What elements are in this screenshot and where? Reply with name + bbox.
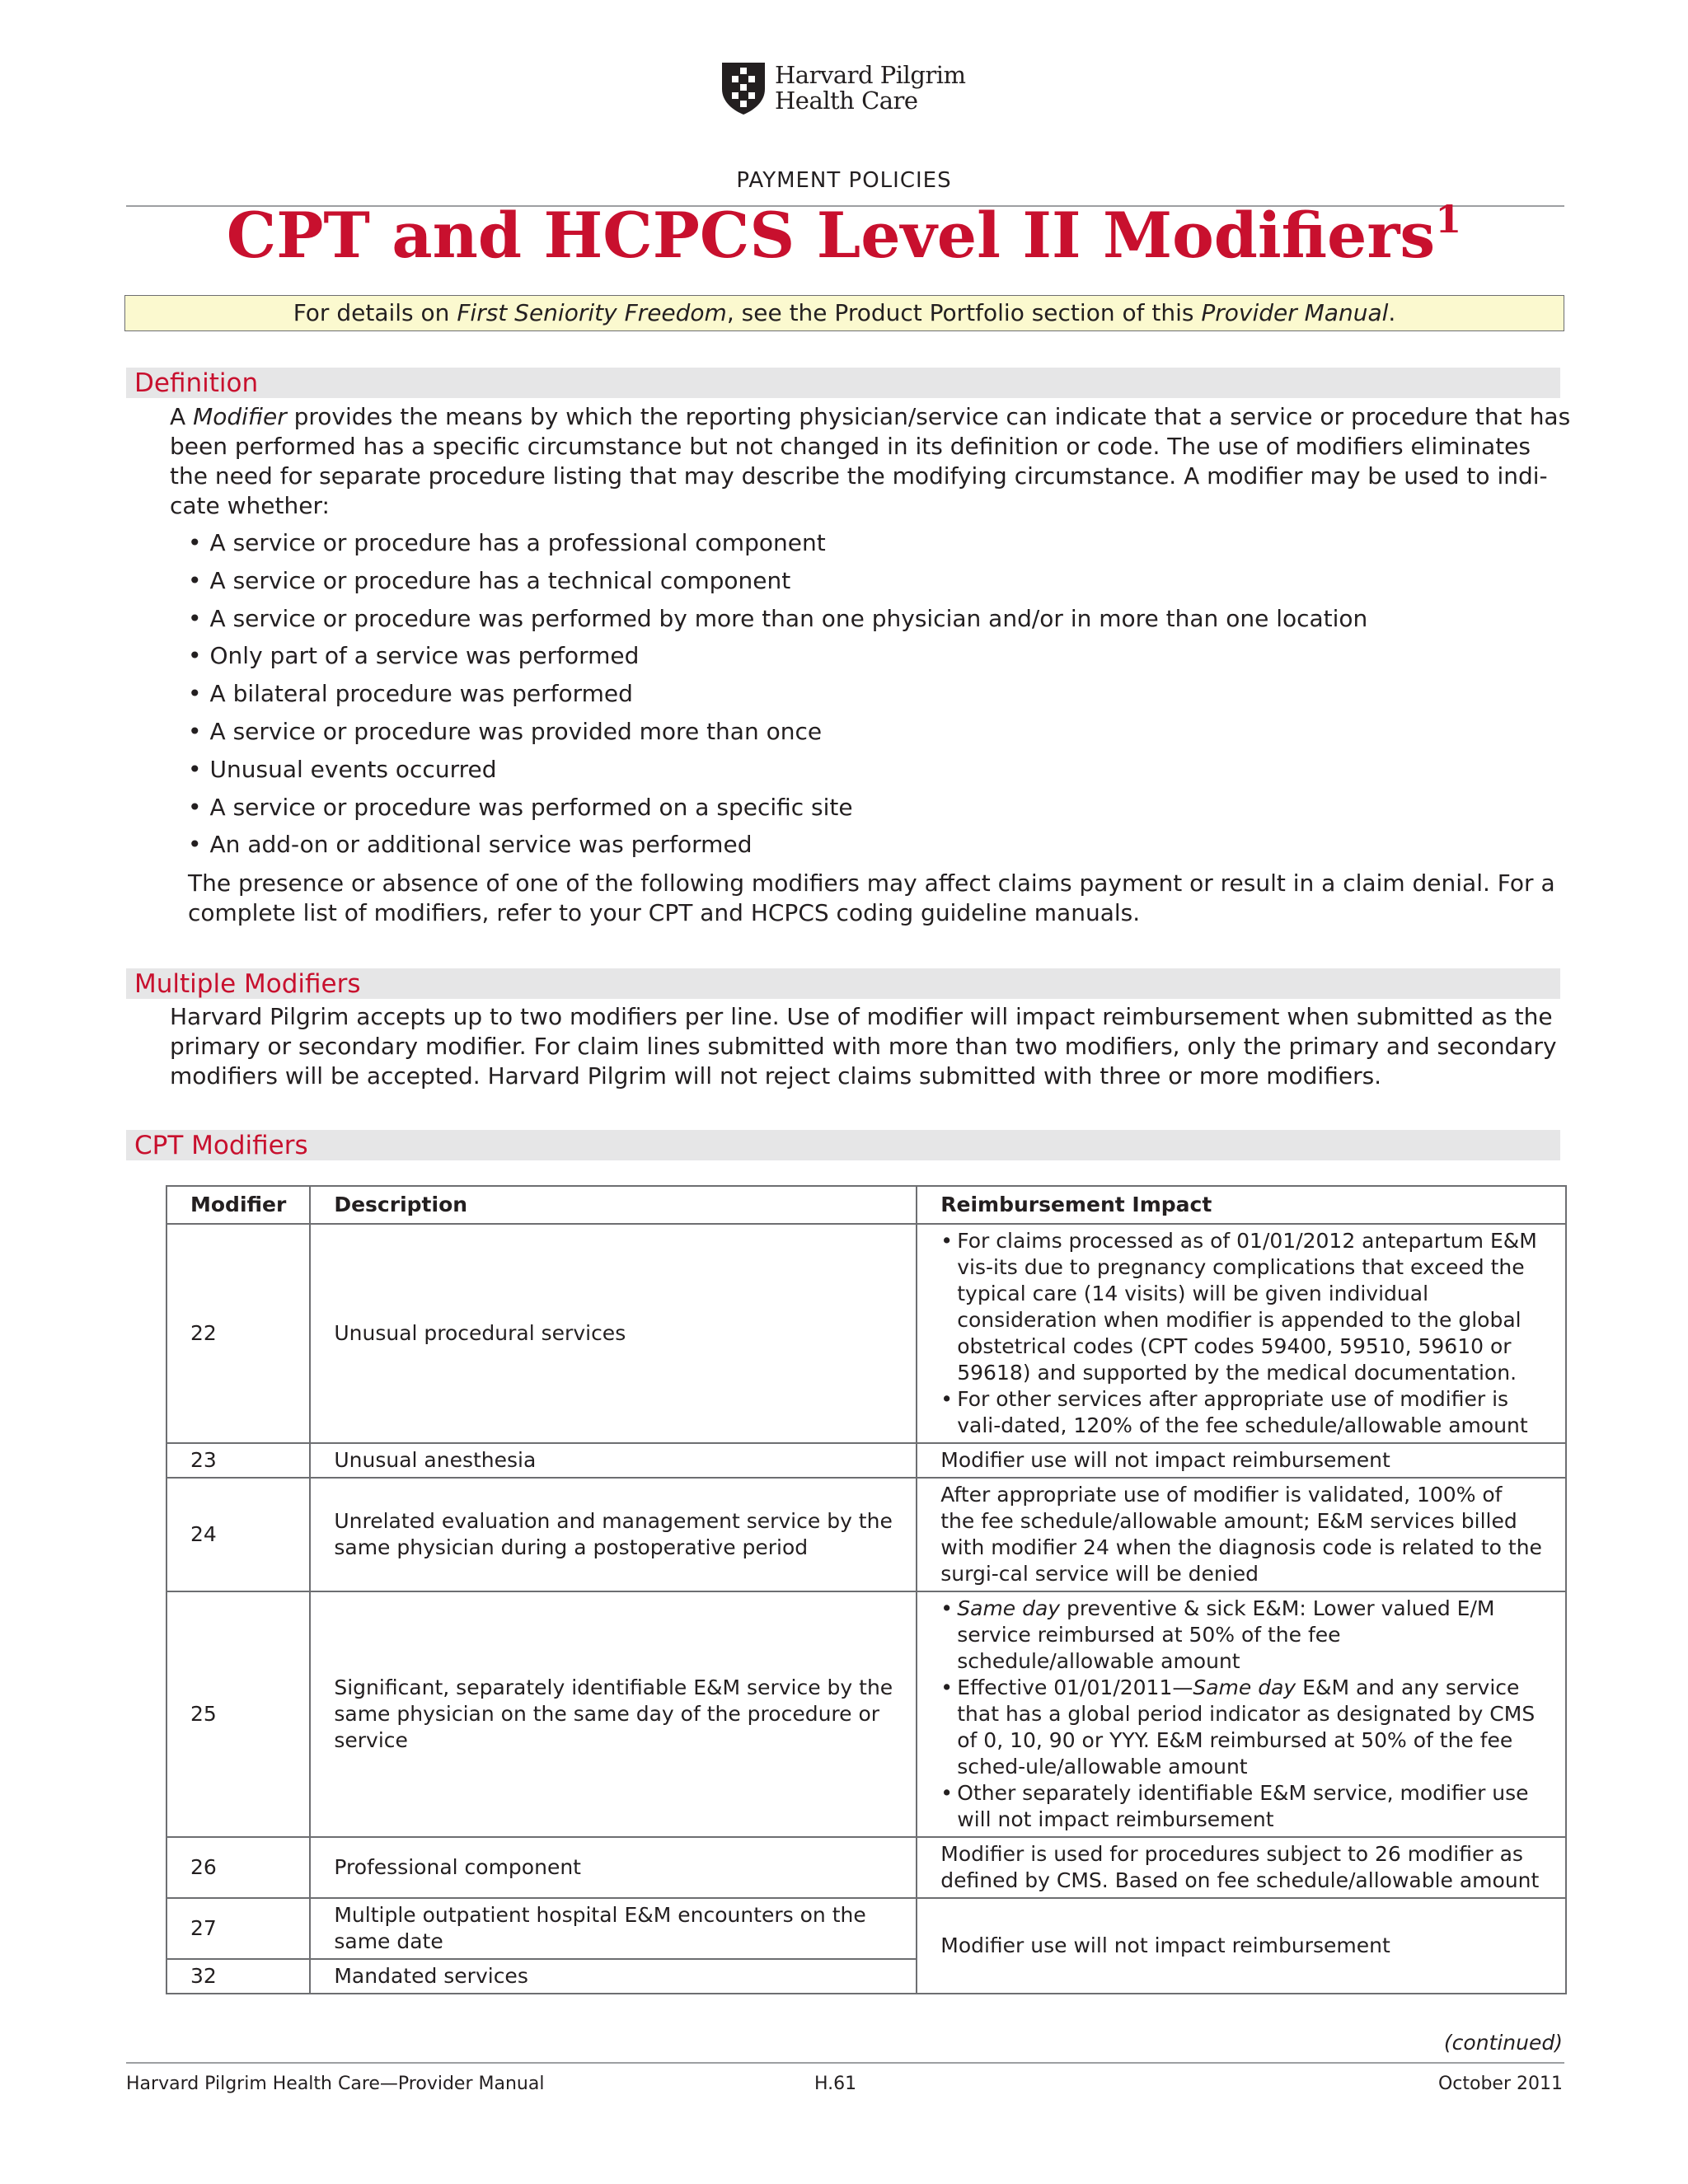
footnote-marker: 1 xyxy=(1435,197,1462,241)
continued-note: (continued) xyxy=(1443,2031,1563,2055)
modifier-code: 23 xyxy=(166,1443,310,1478)
list-item: • A service or procedure has a technical component xyxy=(188,566,1367,604)
column-header-impact: Reimbursement Impact xyxy=(917,1186,1566,1224)
column-header-description: Description xyxy=(310,1186,917,1224)
table-row xyxy=(166,1443,1566,1478)
modifier-description: Unusual procedural services xyxy=(310,1224,917,1443)
footer-rule xyxy=(126,2062,1564,2064)
reimbursement-impact: Modifier use will not impact reimbursement xyxy=(917,1443,1566,1478)
section-label: PAYMENT POLICIES xyxy=(736,168,952,193)
multiple-modifiers-heading: Multiple Modifiers xyxy=(126,968,1560,999)
footer-page-number: H.61 xyxy=(814,2074,857,2094)
cpt-modifiers-heading: CPT Modifiers xyxy=(126,1130,1560,1160)
definition-bullet-list xyxy=(188,528,1367,868)
page-title: CPT and HCPCS Level II Modifiers$^1$ xyxy=(226,197,1462,272)
reimbursement-impact: Modifier is used for procedures subject to 26 modifier as defined by CMS. Based on fee schedule/allowable amount xyxy=(917,1837,1566,1898)
modifier-code: 22 xyxy=(166,1224,310,1443)
list-item: • Unusual events occurred xyxy=(188,755,1367,793)
table-row xyxy=(166,1898,1566,1959)
table-header-row xyxy=(166,1186,1566,1224)
modifier-description: Multiple outpatient hospital E&M encounters on the same date xyxy=(310,1898,917,1959)
logo-wordmark: Harvard Pilgrim Health Care xyxy=(775,61,966,115)
table-row xyxy=(166,1591,1566,1837)
reimbursement-impact: After appropriate use of modifier is validated, 100% of the fee schedule/allowable amount; E&M services billed with modifier 24 when the diagnosis code is related to the surgi-cal service will be denied xyxy=(917,1478,1566,1591)
modifier-code: 24 xyxy=(166,1478,310,1591)
modifier-code: 26 xyxy=(166,1837,310,1898)
modifier-code: 27 xyxy=(166,1898,310,1959)
details-note: For details on First Seniority Freedom, see the Product Portfolio section of this Provider Manual. xyxy=(124,295,1564,331)
table-row xyxy=(166,1837,1566,1898)
table-row xyxy=(166,1224,1566,1443)
reimbursement-impact: • Same day preventive & sick E&M: Lower valued E/M service reimbursed at 50% of the fee schedule/allowable amount • Effective 01/01/2011—Same day E&M and any service that has a global period indicator as designated by CMS of 0, 10, 90 or YYY. E&M reimbursed at 50% of the fee sched-ule/allowable amount • Other separately identifiable E&M service, modifier use will not impact reimbursement xyxy=(917,1591,1566,1837)
list-item: • A service or procedure was performed on a specific site xyxy=(188,793,1367,831)
list-item: • A service or procedure has a professional component xyxy=(188,528,1367,566)
list-item: • A service or procedure was provided more than once xyxy=(188,717,1367,755)
column-header-modifier: Modifier xyxy=(166,1186,310,1224)
modifier-code: 32 xyxy=(166,1959,310,1994)
list-item: • A service or procedure was performed by more than one physician and/or in more than one location xyxy=(188,604,1367,642)
list-item: • Only part of a service was performed xyxy=(188,641,1367,679)
cpt-modifiers-table xyxy=(166,1185,1567,1994)
definition-closing: The presence or absence of one of the following modifiers may affect claims payment or result in a claim denial. For a complete list of modifiers, refer to your CPT and HCPCS coding guideline manuals. xyxy=(188,869,1555,926)
multiple-modifiers-text: Harvard Pilgrim accepts up to two modifiers per line. Use of modifier will impact reimbursement when submitted as the primary or secondary modifier. For claim lines submitted with more than two modifiers, only the primary and secondary modifiers will be accepted. Harvard Pilgrim will not reject claims submitted with three or more modifiers. xyxy=(170,1003,1557,1090)
modifier-description: Unusual anesthesia xyxy=(310,1443,917,1478)
shield-logo-icon xyxy=(720,61,767,115)
list-item: • An add-on or additional service was performed xyxy=(188,830,1367,868)
footer-date: October 2011 xyxy=(1437,2074,1563,2094)
definition-intro: A Modifier provides the means by which the reporting physician/service can indicate that a service or procedure that has been performed has a specific circumstance but not changed in its definition or code. The use of modifiers eliminates the need for separate procedure listing that may describe the modifying circumstance. A modifier may be used to indi- cate whether: xyxy=(170,403,1571,519)
reimbursement-impact: • For claims processed as of 01/01/2012 antepartum E&M vis-its due to pregnancy complications that exceed the typical care (14 visits) will be given individual consideration when modifier is appended to the global obstetrical codes (CPT codes 59400, 59510, 59610 or 59618) and supported by the medical documentation. • For other services after appropriate use of modifier is vali-dated, 120% of the fee schedule/allowable amount xyxy=(917,1224,1566,1443)
footer-publication: Harvard Pilgrim Health Care—Provider Manual xyxy=(126,2074,545,2094)
harvard-pilgrim-logo xyxy=(720,61,984,119)
modifier-description: Professional component xyxy=(310,1837,917,1898)
list-item: • A bilateral procedure was performed xyxy=(188,679,1367,717)
modifier-code: 25 xyxy=(166,1591,310,1837)
modifier-description: Mandated services xyxy=(310,1959,917,1994)
table-row xyxy=(166,1478,1566,1591)
definition-heading: Definition xyxy=(126,368,1560,398)
modifier-description: Significant, separately identifiable E&M service by the same physician on the same day of the procedure or service xyxy=(310,1591,917,1837)
modifier-description: Unrelated evaluation and management service by the same physician during a postoperative period xyxy=(310,1478,917,1591)
reimbursement-impact: Modifier use will not impact reimbursement xyxy=(917,1898,1566,1994)
